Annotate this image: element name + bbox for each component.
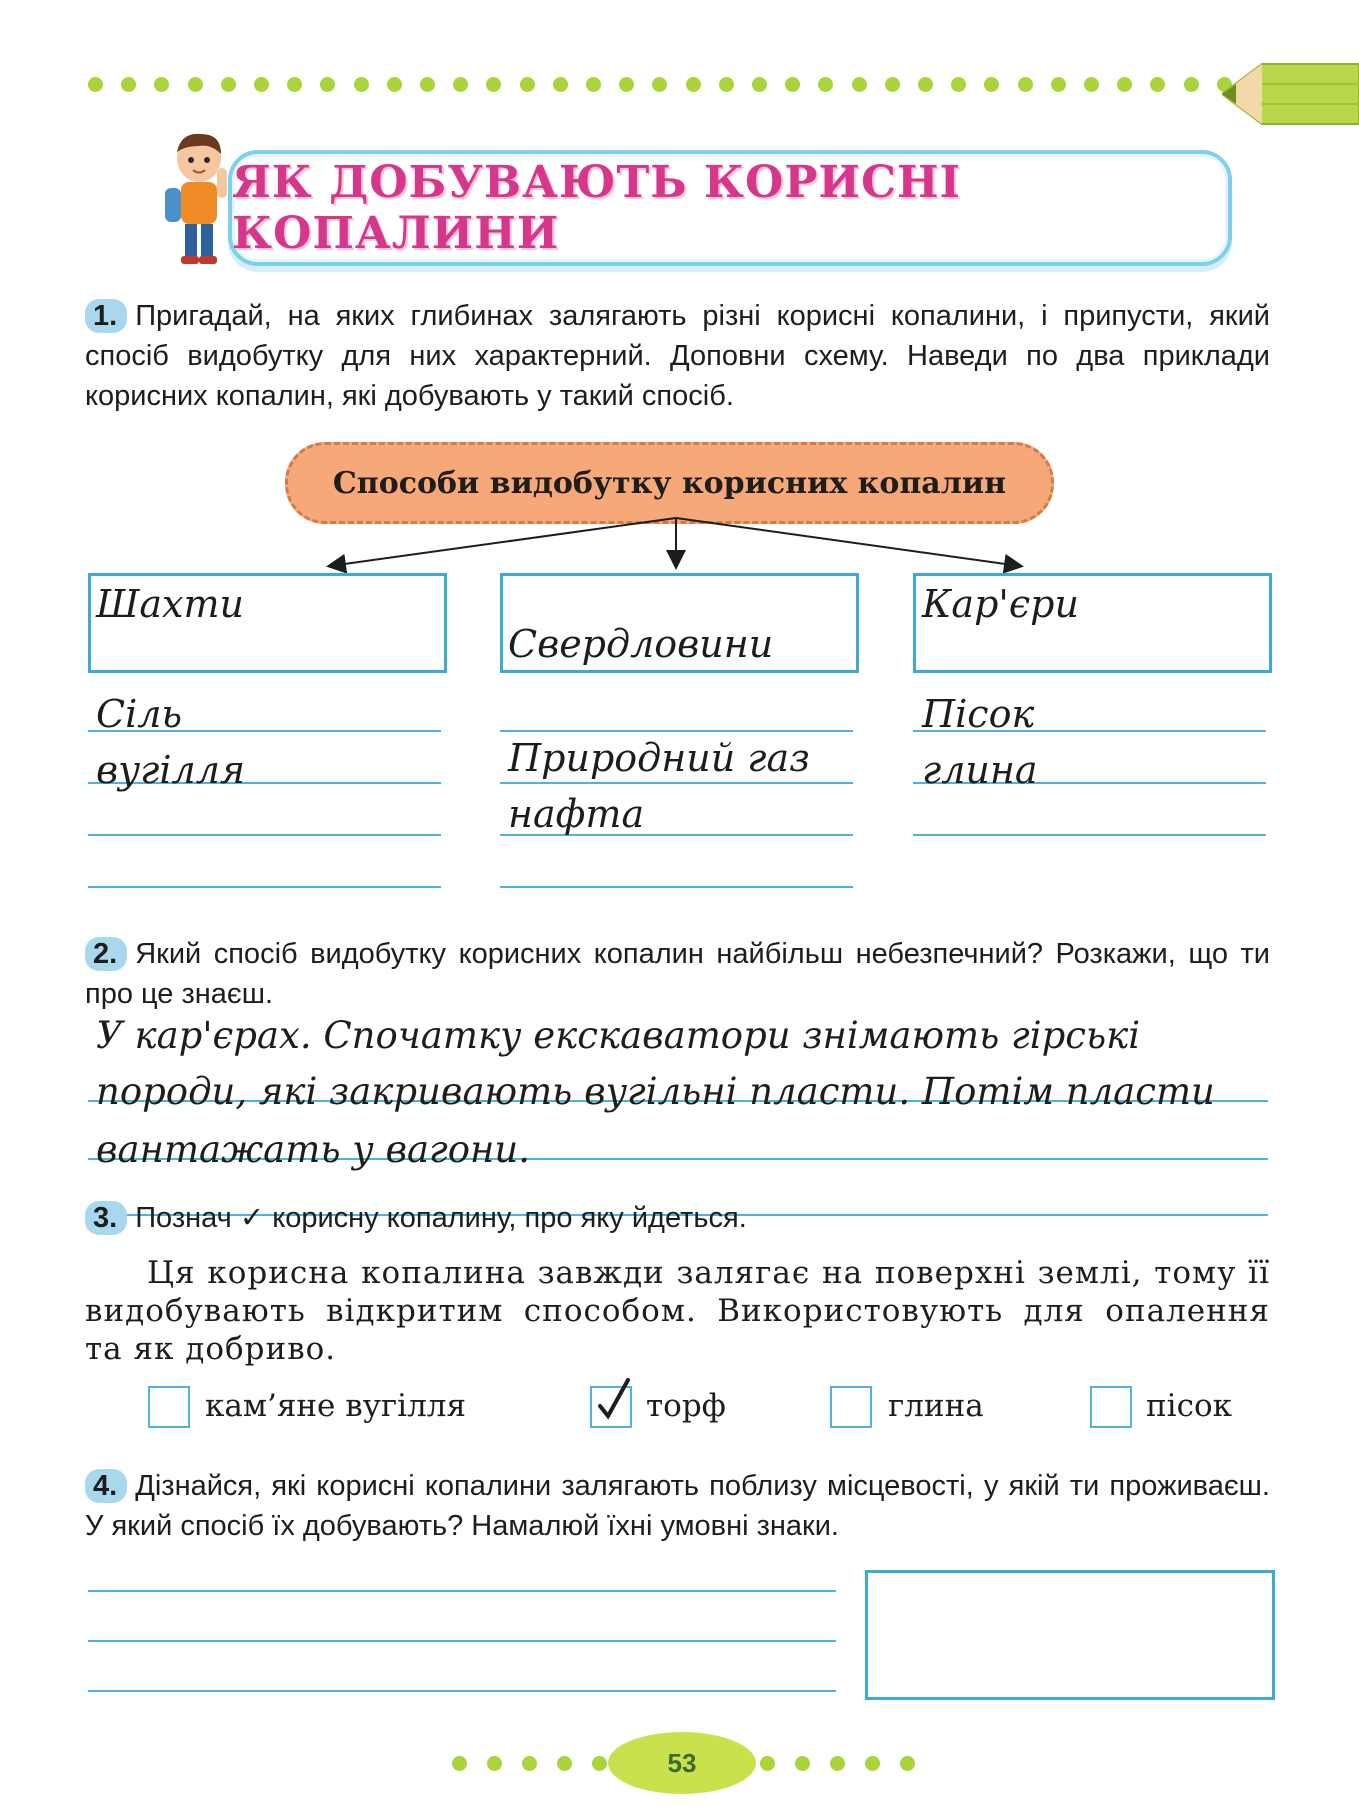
task-2-answer-line-3: вантажать у вагони. [96,1128,530,1171]
border-dot [865,1756,880,1771]
example-2-2: нафта [508,792,645,836]
border-dot [900,1756,915,1771]
method-2-answer: Свердловини [508,622,774,666]
answer-line[interactable] [913,834,1266,836]
answer-line[interactable] [88,1590,836,1592]
border-dot [452,1756,467,1771]
task-4-text: Дізнайся, які корисні копалини залягають поблизу місцевості, у якій ти проживаєш. У який спосіб їх добувають? Намалюй їхні умовні знаки. [85,1470,1270,1542]
page-number: 53 [608,1732,756,1794]
checkbox-clay[interactable] [830,1386,872,1428]
checkbox-sand[interactable] [1090,1386,1132,1428]
checkbox-coal[interactable] [148,1386,190,1428]
page-title: ЯК ДОБУВАЮТЬ КОРИСНІ КОПАЛИНИ [232,157,962,259]
task-2-answer-line-1: У кар'єрах. Спочатку екскаватори знімають гірські [96,1014,1141,1057]
answer-line[interactable] [88,1690,836,1692]
option-label-peat: торф [646,1388,726,1424]
border-dot [487,1756,502,1771]
border-dot [830,1756,845,1771]
check-symbol-icon: ✓ [239,1202,265,1234]
task-4 [85,1466,1270,1546]
answer-line[interactable] [88,886,441,888]
border-dot [522,1756,537,1771]
checkmark-icon [594,1374,634,1426]
example-1-2: вугілля [96,748,246,792]
task-1-number: 1. [85,299,127,333]
example-3-2: глина [922,748,1038,792]
option-label-coal: кам’яне вугілля [205,1388,467,1424]
task-3-text-after: корисну копалину, про яку йдеться. [272,1202,747,1234]
task-4-number: 4. [85,1469,127,1503]
method-3-answer: Кар'єри [922,582,1079,626]
border-dot [592,1756,607,1771]
task-3 [85,1198,1270,1238]
scheme-arrows [0,0,1359,600]
option-label-clay: глина [888,1388,984,1424]
method-1-answer: Шахти [96,582,244,626]
answer-line[interactable] [500,730,853,732]
example-1-1: Сіль [96,692,183,736]
answer-line[interactable] [88,834,441,836]
option-label-sand: пісок [1146,1388,1232,1424]
scheme-title: Способи видобутку корисних копалин [285,442,1054,524]
answer-line[interactable] [500,886,853,888]
task-2 [85,934,1270,1014]
task-2-answer-line-2: породи, які закривають вугільні пласти. Потім пласти [96,1070,1215,1113]
task-3-number: 3. [85,1201,127,1235]
task-3-paragraph: Ця корисна копалина завжди залягає на поверхні землі, тому її видобувають відкритим способом. Використовують для опалення та як добриво. [85,1255,1270,1367]
answer-line[interactable] [500,782,853,784]
checkbox-peat[interactable] [590,1386,632,1428]
task-2-text: Який спосіб видобутку корисних копалин найбільш небезпечний? Розкажи, що ти про це знаєш. [85,938,1270,1010]
task-2-number: 2. [85,937,127,971]
example-3-1: Пісок [922,692,1035,736]
answer-line[interactable] [88,1640,836,1642]
example-2-1: Природний газ [508,736,810,780]
drawing-box[interactable] [865,1570,1275,1700]
task-1-text: Пригадай, на яких глибинах залягають різні корисні копалини, і припусти, який спосіб видобутку для них характерний. Доповни схему. Наведи по два приклади корисних копалин, які добувають у такий спосіб. [85,300,1270,412]
task-3-text-before: Познач [135,1202,232,1234]
border-dot [760,1756,775,1771]
border-dot [795,1756,810,1771]
border-dot [557,1756,572,1771]
